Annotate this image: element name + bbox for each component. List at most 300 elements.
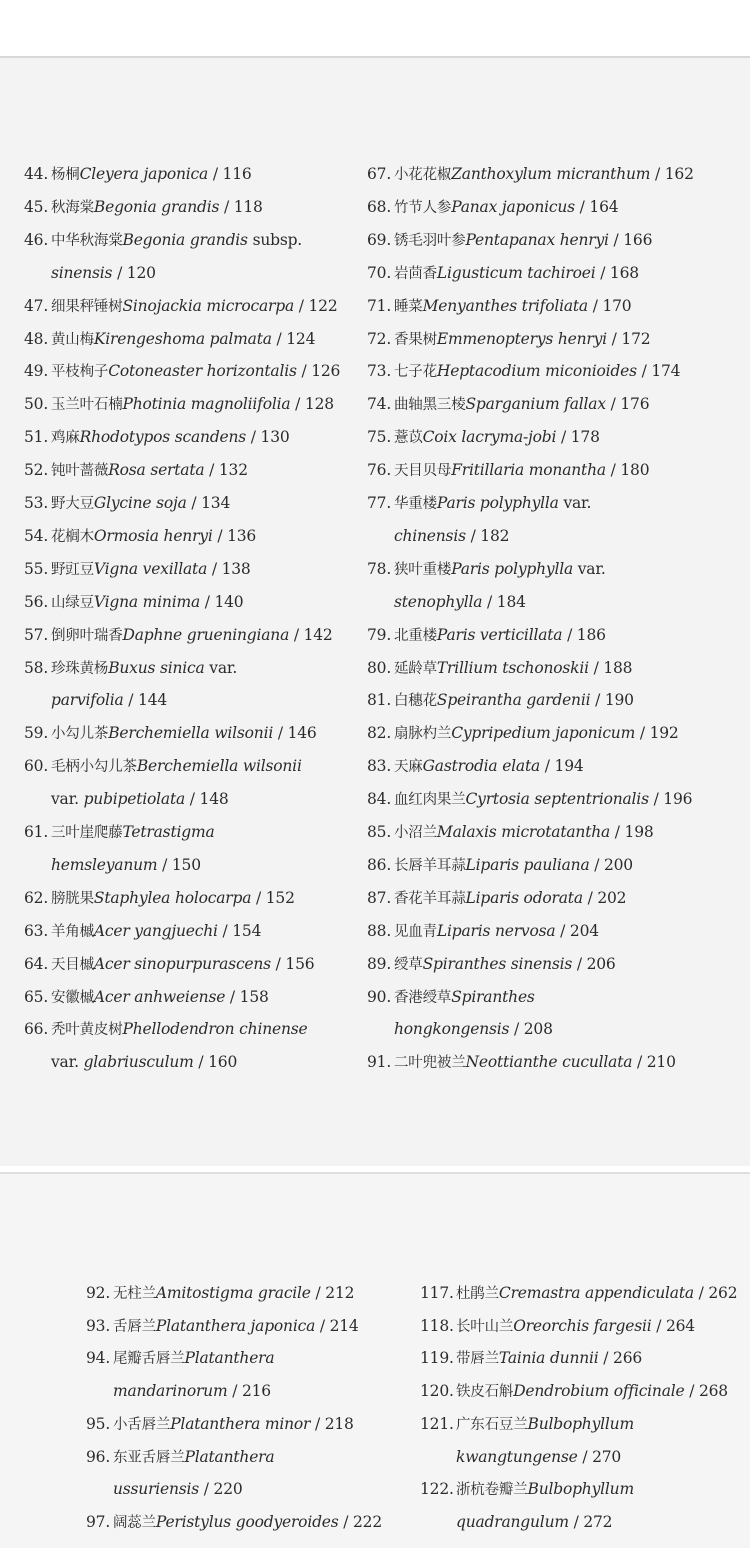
scientific-name: Sinojackia microcarpa (122, 296, 295, 315)
chinese-name: 北重楼 (394, 627, 437, 644)
index-entry (367, 855, 633, 876)
page-reference: / 222 (343, 1512, 382, 1531)
index-entry-continuation (394, 592, 526, 612)
entry-number: 68. (367, 197, 392, 216)
index-entry (367, 427, 600, 448)
scientific-name: Cremastra appendiculata (498, 1284, 694, 1302)
chinese-name: 三叶崖爬藤 (51, 825, 123, 841)
page-reference: / 116 (212, 165, 252, 183)
index-entry (24, 493, 230, 514)
index-entry-continuation (394, 1019, 553, 1039)
entry-number: 76. (367, 461, 392, 480)
scientific-name: Spiranthes sinensis (422, 954, 573, 973)
page-reference: / 272 (573, 1512, 613, 1531)
entry-number: 74. (367, 395, 392, 414)
index-entry (24, 921, 261, 942)
page-reference: / 184 (487, 592, 526, 611)
page-reference: / 178 (561, 428, 600, 447)
entry-number: 90. (367, 987, 392, 1006)
page-reference: / 152 (256, 888, 295, 907)
scientific-name: Glycine soja (93, 494, 187, 512)
scientific-name: Platanthera japonica (155, 1316, 316, 1335)
index-entry-continuation (456, 1512, 612, 1532)
chinese-name: 玉兰叶石楠 (51, 397, 123, 414)
entry-number: 58. (24, 658, 49, 677)
page-reference: / 118 (223, 197, 263, 216)
chinese-name: 天麻 (394, 759, 423, 776)
scientific-name: Oreorchis fargesii (513, 1316, 652, 1335)
index-entry (367, 460, 649, 481)
entry-number: 79. (367, 625, 392, 644)
chinese-name: 珍珠黄杨 (51, 660, 109, 677)
index-entry (367, 263, 639, 284)
page-reference: / 156 (275, 954, 315, 973)
page-reference: / 200 (594, 855, 633, 874)
entry-number: 118. (420, 1316, 454, 1335)
chinese-name: 钝叶蔷薇 (51, 463, 109, 480)
book-page-2 (0, 1172, 750, 1548)
taxon-rank: var. (577, 559, 606, 578)
index-entry (367, 888, 626, 909)
entry-number: 53. (24, 494, 49, 512)
page-reference: / 198 (614, 823, 654, 841)
entry-number: 93. (86, 1316, 111, 1335)
scientific-name: Heptacodium miconioides (436, 362, 637, 381)
index-entry-continuation (456, 1447, 621, 1467)
entry-number: 121. (420, 1414, 454, 1433)
chinese-name: 小勾儿茶 (51, 726, 109, 743)
entry-number: 82. (367, 724, 392, 743)
index-entry (367, 954, 616, 975)
scientific-name: Tainia dunnii (498, 1349, 599, 1368)
chinese-name: 竹节人参 (394, 199, 452, 216)
scientific-name-continued: parvifolia (51, 691, 124, 710)
index-entry (420, 1381, 728, 1402)
page-reference: / 150 (162, 855, 201, 874)
scientific-name: Acer anhweiense (93, 987, 226, 1006)
entry-number: 117. (420, 1284, 454, 1302)
page-reference: / 134 (191, 494, 231, 512)
scientific-name-continued: glabriusculum (83, 1053, 194, 1072)
scientific-name: Bulbophyllum (527, 1480, 634, 1499)
entry-number: 66. (24, 1020, 49, 1039)
index-entry (367, 1052, 676, 1073)
entry-number: 44. (24, 165, 49, 183)
entry-number: 67. (367, 165, 392, 183)
entry-number: 56. (24, 592, 49, 611)
entry-number: 91. (367, 1053, 392, 1072)
scientific-name-continued: hemsleyanum (51, 855, 158, 874)
chinese-name: 香港绶草 (394, 989, 452, 1006)
chinese-name: 薏苡 (394, 430, 423, 447)
taxon-rank: subsp. (252, 230, 303, 249)
entry-number: 83. (367, 757, 392, 776)
index-entry (367, 690, 634, 711)
scientific-name-continued: mandarinorum (113, 1382, 228, 1401)
index-entry (420, 1414, 634, 1435)
index-entry (24, 1019, 307, 1040)
page-reference: / 164 (579, 197, 619, 216)
scientific-name: Platanthera (184, 1349, 275, 1368)
scientific-name: Coix lacryma-jobi (422, 428, 557, 447)
entry-number: 87. (367, 888, 392, 907)
page-reference: / 192 (639, 724, 679, 743)
chinese-name: 花榈木 (51, 528, 94, 545)
chinese-name: 野豇豆 (51, 561, 94, 578)
page-reference: / 154 (222, 921, 262, 940)
entry-number: 54. (24, 526, 49, 545)
entry-number: 46. (24, 230, 49, 249)
page-reference: / 138 (211, 559, 251, 578)
page-reference: / 202 (587, 888, 627, 907)
page-reference: / 148 (189, 790, 229, 809)
entry-number: 57. (24, 625, 49, 644)
index-entry (420, 1348, 642, 1369)
page-reference: / 270 (582, 1447, 622, 1466)
chinese-name: 七子花 (394, 364, 437, 381)
taxon-rank: var. (51, 790, 79, 809)
page-reference: / 122 (298, 296, 338, 315)
chinese-name: 杜鹃兰 (456, 1286, 499, 1302)
scientific-name: Sparganium fallax (465, 395, 606, 414)
entry-number: 77. (367, 494, 392, 512)
index-entry (367, 756, 584, 777)
index-entry (86, 1414, 354, 1435)
index-entry (86, 1447, 274, 1468)
chinese-name: 黄山梅 (51, 331, 94, 348)
index-entry (367, 921, 599, 942)
scientific-name: Liparis pauliana (465, 855, 590, 874)
page-reference: / 186 (567, 625, 606, 644)
page-reference: / 132 (209, 461, 248, 480)
page-reference: / 218 (314, 1414, 354, 1433)
chinese-name: 见血青 (394, 923, 437, 940)
scientific-name: Paris polyphylla (451, 559, 574, 578)
chinese-name: 白穗花 (394, 693, 437, 710)
scientific-name: Ormosia henryi (93, 526, 213, 545)
chinese-name: 香果树 (394, 331, 437, 348)
scientific-name-continued: hongkongensis (394, 1020, 510, 1039)
index-entry-continuation (51, 690, 167, 710)
scientific-name: Speirantha gardenii (436, 691, 591, 710)
page-reference: / 158 (229, 987, 269, 1006)
scientific-name: Amitostigma gracile (155, 1284, 311, 1302)
chinese-name: 锈毛羽叶参 (394, 232, 466, 249)
chinese-name: 秃叶黄皮树 (51, 1022, 123, 1039)
index-entry (24, 756, 302, 777)
chinese-name: 岩茴香 (394, 265, 437, 282)
chinese-name: 羊角槭 (51, 923, 94, 940)
scientific-name: Trillium tschonoskii (436, 658, 589, 677)
scientific-name: Berchemiella wilsonii (136, 757, 302, 776)
page-reference: / 120 (117, 263, 156, 282)
entry-number: 80. (367, 658, 392, 677)
page-reference: / 212 (315, 1284, 355, 1302)
chinese-name: 小沼兰 (394, 825, 437, 841)
page-reference: / 182 (470, 526, 510, 545)
index-entry (367, 559, 606, 580)
index-entry-continuation (51, 789, 229, 809)
page-reference: / 128 (295, 395, 334, 414)
entry-number: 97. (86, 1512, 111, 1531)
page-reference: / 166 (613, 230, 653, 249)
scientific-name: Gastrodia elata (422, 757, 541, 776)
entry-number: 72. (367, 329, 392, 348)
index-entry (24, 954, 314, 975)
scientific-name: Rosa sertata (108, 461, 205, 480)
page-reference: / 168 (600, 263, 639, 282)
scientific-name: Begonia grandis (122, 230, 248, 249)
chinese-name: 广东石豆兰 (456, 1416, 528, 1433)
index-entry (86, 1283, 354, 1304)
chinese-name: 杨桐 (51, 167, 80, 183)
page-reference: / 170 (592, 296, 632, 315)
chinese-name: 狭叶重楼 (394, 561, 452, 578)
chinese-name: 长唇羊耳蒜 (394, 857, 466, 874)
index-entry (367, 822, 654, 843)
chinese-name: 鸡麻 (51, 430, 80, 447)
chinese-name: 野大豆 (51, 496, 94, 512)
scientific-name-continued: ussuriensis (113, 1480, 200, 1499)
chinese-name: 睡菜 (394, 298, 423, 315)
entry-number: 92. (86, 1284, 111, 1302)
index-entry (86, 1512, 382, 1533)
chinese-name: 天目贝母 (394, 463, 452, 480)
scientific-name: Photinia magnoliifolia (122, 395, 291, 414)
entry-number: 50. (24, 395, 49, 414)
index-entry-continuation (394, 526, 509, 546)
entry-number: 75. (367, 428, 392, 447)
scientific-name: Zanthoxylum micranthum (451, 165, 651, 183)
scientific-name: Vigna vexillata (93, 559, 208, 578)
scientific-name: Acer yangjuechi (93, 921, 218, 940)
chinese-name: 扇脉杓兰 (394, 726, 452, 743)
index-entry (24, 427, 290, 448)
scientific-name: Malaxis microtatantha (436, 823, 611, 841)
index-entry (24, 559, 251, 580)
chinese-name: 小花花椒 (394, 167, 452, 183)
index-entry (367, 197, 618, 218)
page-reference: / 268 (689, 1382, 728, 1401)
entry-number: 73. (367, 362, 392, 381)
page-reference: / 180 (610, 461, 650, 480)
chinese-name: 长叶山兰 (456, 1318, 514, 1335)
scientific-name-continued: sinensis (51, 263, 113, 282)
entry-number: 119. (420, 1349, 454, 1368)
index-entry (24, 888, 295, 909)
chinese-name: 无柱兰 (113, 1286, 156, 1302)
index-entry-continuation (51, 855, 201, 875)
entry-number: 63. (24, 921, 49, 940)
chinese-name: 山绿豆 (51, 594, 94, 611)
chinese-name: 安徽槭 (51, 989, 94, 1006)
scientific-name: Tetrastigma (122, 823, 215, 841)
chinese-name: 毛柄小勾儿茶 (51, 759, 137, 776)
page-reference: / 220 (203, 1480, 243, 1499)
chinese-name: 中华秋海棠 (51, 232, 123, 249)
page-reference: / 188 (593, 658, 633, 677)
scientific-name: Spiranthes (451, 987, 535, 1006)
index-entry-continuation (51, 263, 156, 283)
scientific-name: Dendrobium officinale (513, 1382, 685, 1401)
entry-number: 45. (24, 197, 49, 216)
scientific-name: Begonia grandis (93, 197, 220, 216)
index-entry (24, 526, 256, 547)
page-reference: / 266 (603, 1349, 643, 1368)
index-entry (24, 987, 269, 1008)
page-reference: / 190 (595, 691, 634, 710)
chinese-name: 华重楼 (394, 496, 437, 512)
entry-number: 120. (420, 1382, 454, 1401)
index-entry (367, 329, 650, 350)
index-entry (86, 1348, 274, 1369)
chinese-name: 舌唇兰 (113, 1318, 156, 1335)
index-entry-continuation (113, 1479, 243, 1499)
page-reference: / 146 (277, 724, 317, 743)
taxon-rank: var. (209, 658, 238, 677)
entry-number: 61. (24, 823, 49, 841)
entry-number: 65. (24, 987, 49, 1006)
entry-number: 55. (24, 559, 49, 578)
page-reference: / 136 (217, 526, 257, 545)
scientific-name: Emmenopterys henryi (436, 329, 607, 348)
index-entry (420, 1479, 634, 1500)
scientific-name-continued: quadrangulum (456, 1512, 569, 1531)
entry-number: 86. (367, 855, 392, 874)
taxon-rank: var. (51, 1053, 79, 1072)
entry-number: 81. (367, 691, 392, 710)
index-entry (367, 625, 606, 646)
scientific-name-continued: chinensis (394, 526, 466, 545)
index-entry (24, 361, 340, 382)
index-entry (24, 460, 248, 481)
chinese-name: 香花羊耳蒜 (394, 890, 466, 907)
chinese-name: 天目槭 (51, 956, 94, 973)
page-reference: / 196 (653, 790, 693, 809)
index-entry (24, 296, 337, 317)
index-entry-continuation (51, 1052, 237, 1072)
scientific-name: Peristylus goodyeroides (155, 1512, 339, 1531)
chinese-name: 膀胱果 (51, 890, 94, 907)
scientific-name: Kirengeshoma palmata (93, 329, 272, 348)
entry-number: 51. (24, 428, 49, 447)
taxon-rank: var. (563, 494, 592, 512)
scientific-name: Paris polyphylla (436, 494, 559, 512)
entry-number: 49. (24, 362, 49, 381)
scientific-name: Ligusticum tachiroei (436, 263, 596, 282)
entry-number: 60. (24, 757, 49, 776)
index-entry (367, 493, 591, 514)
entry-number: 64. (24, 954, 49, 973)
entry-number: 96. (86, 1447, 111, 1466)
page-reference: / 208 (514, 1020, 553, 1039)
scientific-name: Cotoneaster horizontalis (108, 362, 297, 381)
chinese-name: 小舌唇兰 (113, 1416, 171, 1433)
index-entry (367, 296, 631, 317)
index-entry (24, 164, 252, 185)
chinese-name: 浙杭卷瓣兰 (456, 1482, 528, 1499)
index-entry (367, 394, 649, 415)
scientific-name-continued: pubipetiolata (83, 790, 186, 809)
entry-number: 95. (86, 1414, 111, 1433)
scientific-name: Platanthera minor (170, 1414, 311, 1433)
scientific-name: Cleyera japonica (79, 165, 209, 183)
chinese-name: 二叶兜被兰 (394, 1055, 466, 1072)
scientific-name: Berchemiella wilsonii (108, 724, 274, 743)
scientific-name: Buxus sinica (108, 658, 205, 677)
scientific-name: Liparis odorata (465, 888, 583, 907)
entry-number: 70. (367, 263, 392, 282)
scientific-name: Paris verticillata (436, 625, 563, 644)
scientific-name: Cypripedium japonicum (451, 724, 636, 743)
entry-number: 122. (420, 1480, 454, 1499)
chinese-name: 东亚舌唇兰 (113, 1449, 185, 1466)
scientific-name: Acer sinopurpurascens (93, 954, 271, 973)
page-reference: / 214 (319, 1316, 359, 1335)
scientific-name: Pentapanax henryi (465, 230, 609, 249)
chinese-name: 血红肉果兰 (394, 792, 466, 809)
entry-number: 62. (24, 888, 49, 907)
entry-number: 52. (24, 461, 49, 480)
index-entry (24, 658, 237, 679)
page-reference: / 142 (293, 625, 333, 644)
index-entry (420, 1283, 737, 1304)
page-reference: / 204 (560, 921, 599, 940)
scientific-name: Bulbophyllum (527, 1414, 634, 1433)
page-reference: / 174 (641, 362, 681, 381)
page-reference: / 206 (576, 954, 616, 973)
page-reference: / 124 (276, 329, 316, 348)
index-entry (24, 822, 215, 843)
index-entry (86, 1316, 359, 1337)
index-entry (24, 394, 334, 415)
scientific-name-continued: stenophylla (394, 592, 483, 611)
chinese-name: 尾瓣舌唇兰 (113, 1351, 185, 1368)
scientific-name: Daphne grueningiana (122, 625, 290, 644)
page-reference: / 262 (698, 1284, 738, 1302)
entry-number: 84. (367, 790, 392, 809)
page-reference: / 160 (198, 1053, 238, 1072)
book-page-1 (0, 56, 750, 1168)
scientific-name: Phellodendron chinense (122, 1020, 308, 1039)
page-reference: / 176 (610, 395, 650, 414)
scientific-name: Menyanthes trifoliata (422, 296, 588, 315)
chinese-name: 带唇兰 (456, 1351, 499, 1368)
page-reference: / 162 (655, 165, 694, 183)
chinese-name: 平枝栒子 (51, 364, 109, 381)
scientific-name: Cyrtosia septentrionalis (465, 790, 649, 809)
entry-number: 88. (367, 921, 392, 940)
chinese-name: 秋海棠 (51, 199, 94, 216)
chinese-name: 曲轴黑三棱 (394, 397, 466, 414)
scientific-name: Neottianthe cucullata (465, 1053, 633, 1072)
index-entry (367, 658, 632, 679)
index-entry (24, 230, 302, 251)
entry-number: 59. (24, 724, 49, 743)
entry-number: 69. (367, 230, 392, 249)
page-reference: / 140 (204, 592, 244, 611)
scientific-name: Panax japonicus (451, 197, 575, 216)
entry-number: 48. (24, 329, 49, 348)
index-entry (367, 230, 652, 251)
index-entry (24, 197, 263, 218)
index-entry (367, 789, 692, 810)
chinese-name: 绶草 (394, 956, 423, 973)
page-reference: / 126 (301, 362, 341, 381)
index-entry (367, 987, 535, 1008)
index-entry (420, 1316, 695, 1337)
page-reference: / 216 (232, 1382, 271, 1401)
